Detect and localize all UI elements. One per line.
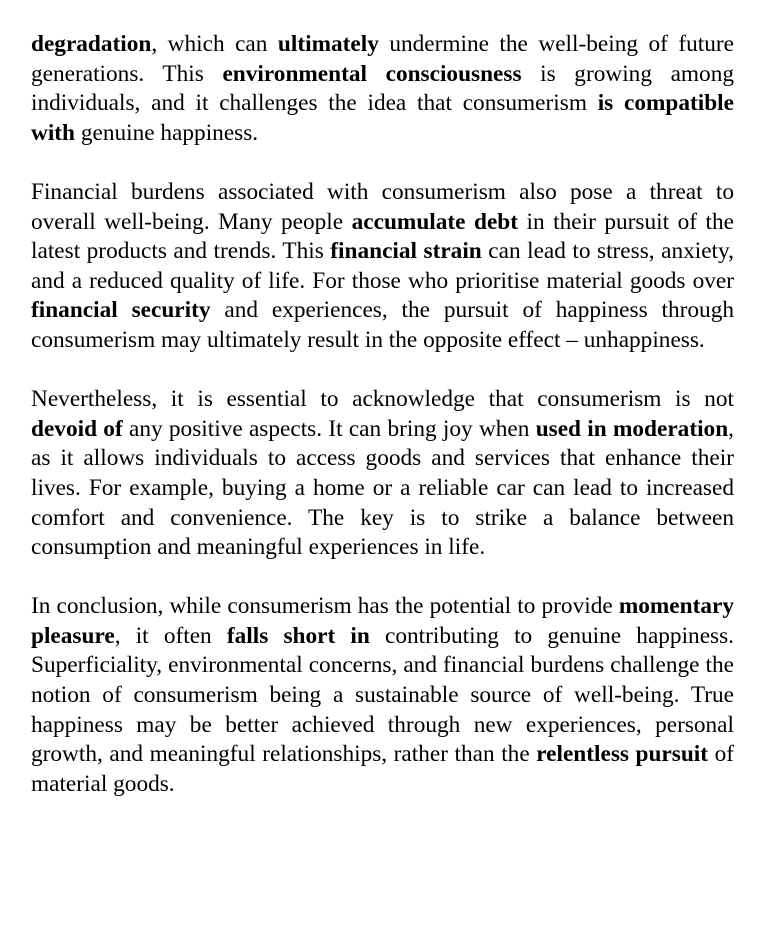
bold-phrase: relentless pursuit [536,741,709,768]
bold-phrase: is compatible with [31,90,734,146]
bold-phrase: environmental consciousness [222,60,522,87]
text-run: is growing among individuals, and it challenges the idea that consumerism [31,60,734,117]
paragraph-environmental-degradation [31,30,734,148]
text-run: in their pursuit of the latest products and trends. This [31,208,734,265]
text-run: and experiences, the pursuit of happiness through consumerism may ultimately result in the opposite effect – unhappiness. [31,297,734,353]
bold-phrase: devoid of [31,415,123,442]
paragraph-financial-burdens [31,178,734,356]
paragraph-positive-aspects [31,385,734,563]
text-run: any positive aspects. It can bring joy when [122,415,536,442]
bold-phrase: used in moderation [535,415,729,442]
text-run: genuine happiness. [75,119,259,146]
bold-phrase: falls short in [226,622,370,649]
text-run: contributing to genuine happiness. Superficiality, environmental concerns, and financial burdens challenge the notion of consumerism being a sustainable source of well-being. True happiness may be better achieved through new experiences, personal growth, and meaningful relationships, rather than the [31,622,734,768]
paragraph-conclusion [31,592,734,799]
text-run: In conclusion, while consumerism has the potential to provide [31,593,619,620]
bold-phrase: financial strain [330,238,482,265]
text-run: of material goods. [31,741,734,797]
text-run: , which can [151,31,278,57]
text-run: undermine the well-being of future generations. This [31,31,734,87]
bold-phrase: ultimately [277,31,379,57]
text-run: , it often [114,622,227,649]
text-run: , as it allows individuals to access goods and services that enhance their lives. For example, buying a home or a reliable car can lead to increased comfort and convenience. The key is to strike a balance between consumption and meaningful experiences in life. [31,415,734,561]
text-run: can lead to stress, anxiety, and a reduced quality of life. For those who prioritise material goods over [31,238,734,294]
bold-phrase: momentary pleasure [31,593,734,649]
bold-phrase: degradation [31,31,152,57]
text-run: Nevertheless, it is essential to acknowledge that consumerism is not [31,386,734,413]
text-run: Financial burdens associated with consumerism also pose a threat to overall well-being. Many people [31,178,734,235]
bold-phrase: accumulate debt [351,208,519,235]
bold-phrase: financial security [31,297,211,324]
